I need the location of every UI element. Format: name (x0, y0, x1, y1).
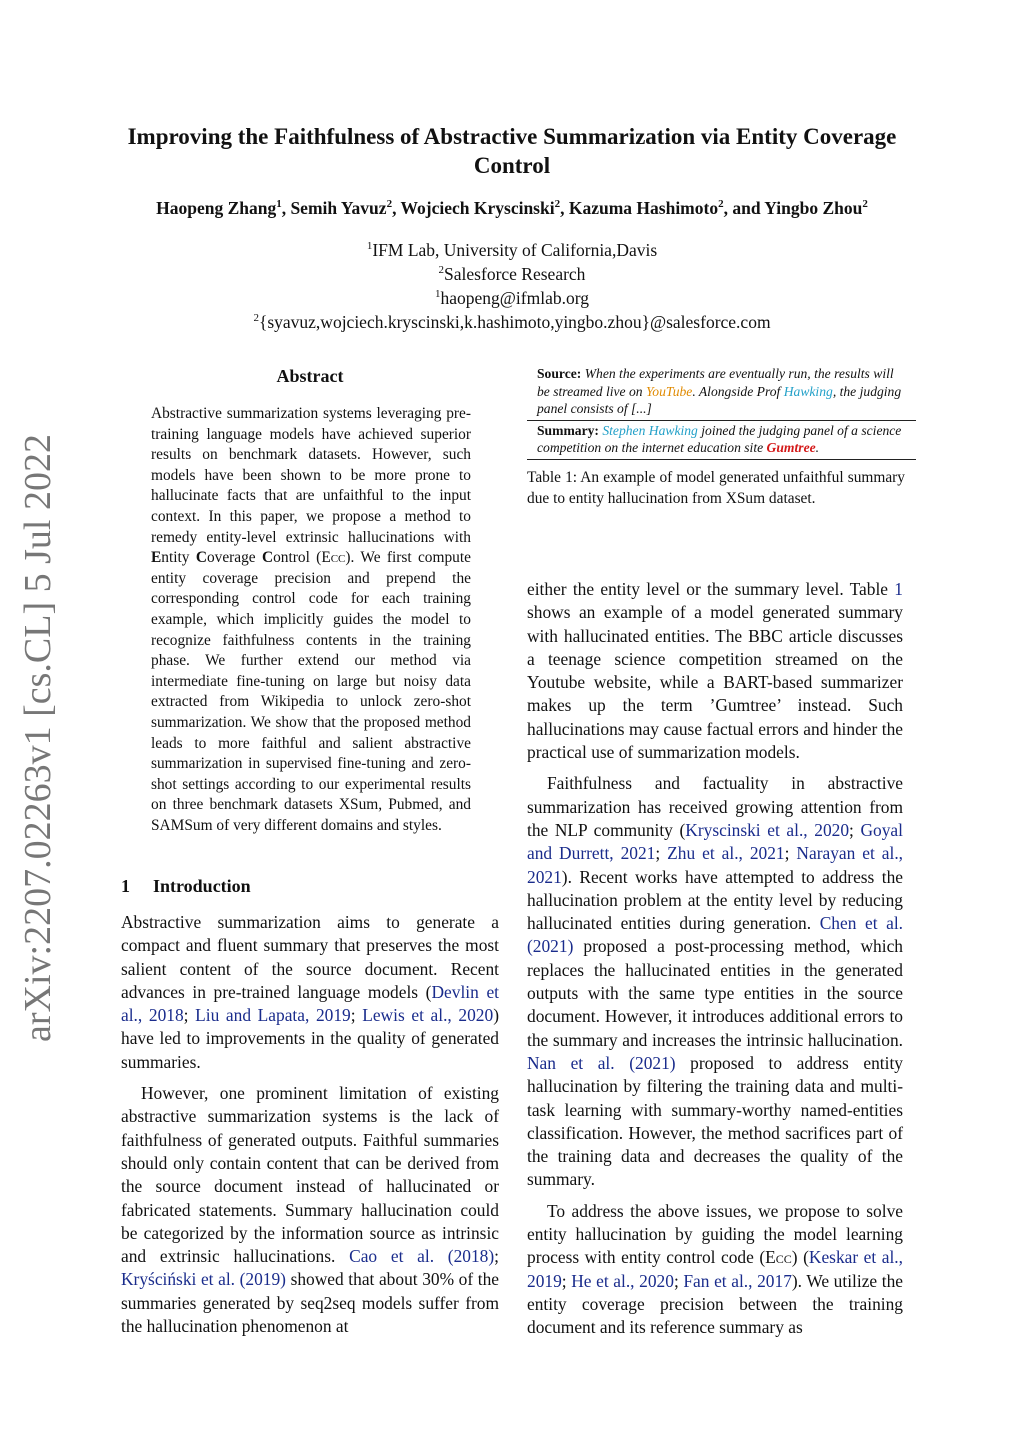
section-title: Introduction (153, 876, 251, 896)
arxiv-identifier: arXiv:2207.02263v1 [cs.CL] 5 Jul 2022 (17, 434, 59, 1042)
table-1 (527, 364, 916, 460)
author-name: Semih Yavuz (290, 198, 387, 218)
author-mark: 2 (718, 198, 724, 210)
citation-link[interactable]: Kryscinski et al., 2020 (685, 819, 850, 840)
table-ref-link[interactable]: 1 (894, 579, 903, 599)
paper-title: Improving the Faithfulness of Abstractive Summarization via Entity Coverage Control (127, 124, 897, 178)
email-line: $^1$haopeng@ifmlab.org (435, 288, 589, 308)
citation-link[interactable]: Nan et al. (2021) (527, 1052, 676, 1073)
affiliations (110, 238, 914, 334)
entity-youtube: YouTube (645, 383, 693, 399)
entity-stephen-hawking: Stephen Hawking (602, 422, 698, 438)
abstract-heading: Abstract (276, 366, 344, 386)
citation-link[interactable]: He et al., 2020 (571, 1270, 674, 1291)
abstract-text: Abstractive summarization systems leveraging pre-training language models have achieved superior results on benchmark datasets. However, such models have been shown to be more prone to hallucinate facts that are unfaithful to the input context. In this paper, we propose a method to remedy entity-level extrinsic hallucinations with Entity Coverage Control (Ecc). We first compute entity coverage precision and prepend the corresponding control code for each training example, which implicitly guides the model to recognize faithfulness contents in the training phase. We further extend our method via intermediate fine-tuning on large but noisy data extracted from Wikipedia to unlock zero-shot summarization. We show that the proposed method leads to more faithful and salient abstractive summarization in supervised fine-tuning and zero-shot settings according to our experimental results on three benchmark datasets XSum, Pubmed, and SAMSum of very different domains and styles. (151, 405, 471, 834)
section-number: 1 (121, 876, 130, 896)
citation-link[interactable]: Lewis et al., 2020 (362, 1005, 494, 1026)
entity-hawking: Hawking (783, 383, 833, 399)
affiliation-line: $^1$IFM Lab, University of California,Davis (366, 240, 658, 260)
author-mark: 2 (386, 198, 393, 210)
citation-link[interactable]: Cao et al. (2018) (349, 1246, 495, 1267)
author-mark: 2 (554, 198, 561, 210)
email-line: $^2${syavuz,wojciech.kryscinski,k.hashimoto,yingbo.zhou}@salesforce.com (253, 312, 771, 332)
author-name: Haopeng Zhang (156, 198, 277, 218)
paragraph: However, one prominent limitation of existing abstractive summarization systems is the lack of faithfulness of generated outputs. Faithful summaries should only contain content that can be derived from the source document instead of hallucinated or fabricated statements. Summary hallucination could be categorized by the information source as intrinsic and extrinsic hallucinations. Cao et al. (2018); Kryściński et al. (2019) showed that about 30% of the summaries generated by seq2seq models suffer from the hallucination phenomenon at (121, 1083, 499, 1337)
table-row-summary: Summary: Stephen Hawking joined the judging panel of a science competition on the internet education site Gumtree. (527, 421, 916, 460)
citation-link[interactable]: Zhu et al., 2021 (667, 843, 785, 864)
paragraph: To address the above issues, we propose to solve entity hallucination by guiding the model learning process with entity control code (Ecc) (Keskar et al., 2019; He et al., 2020; Fan et al., 2017). We utilize the entity coverage precision between the training document and its reference summary as (527, 1200, 903, 1338)
author-mark: 1 (276, 198, 282, 210)
citation-link[interactable]: Keskar et al., 2019 (527, 1247, 903, 1291)
author-list: Haopeng Zhang$^1$, Semih Yavuz$^2$, Wojciech Kryscinski$^2$, Kazuma Hashimoto$^2$, and Yingbo Zhou$^2$ (156, 198, 868, 218)
citation-link[interactable]: Kryściński et al. (2019) (121, 1269, 286, 1290)
citation-link[interactable]: Devlin et al., 2018 (121, 981, 499, 1026)
paragraph: Abstractive summarization aims to generate a compact and fluent summary that preserves the most salient content of the source document. Recent advances in pre-trained language models (Devlin et al., 2018; Liu and Lapata, 2019; Lewis et al., 2020) have led to improvements in the quality of generated summaries. (121, 912, 499, 1072)
citation-link[interactable]: Fan et al., 2017 (683, 1270, 792, 1291)
table-row-source: Source: When the experiments are eventually run, the results will be streamed live on YouTube. Alongside Prof Hawking, the judging panel consists of [...] (527, 364, 916, 421)
entity-gumtree: Gumtree (766, 440, 816, 456)
author-name: Wojciech Kryscinski (400, 198, 555, 218)
author-mark: 2 (862, 198, 868, 210)
paragraph: either the entity level or the summary level. Table 1 shows an example of a model generated summary with hallucinated entities. The BBC article discusses a teenage science competition streamed on the Youtube website, while a BART-based summarizer makes up the term ’Gumtree’ instead. Such hallucinations may cause factual errors and hinder the practical use of summarization models. (527, 579, 903, 763)
author-name: Kazuma Hashimoto (568, 198, 719, 218)
citation-link[interactable]: Chen et al. (2021) (527, 913, 904, 957)
citation-link[interactable]: Narayan et al., 2021 (527, 843, 904, 887)
author-name: Yingbo Zhou (764, 198, 863, 218)
right-column-body (527, 578, 903, 1340)
section-heading-introduction (121, 876, 251, 897)
left-column-body (121, 911, 499, 1338)
citation-link[interactable]: Goyal and Durrett, 2021 (527, 819, 903, 864)
affiliation-line: $^2$Salesforce Research (438, 264, 586, 284)
table-caption: Table 1: An example of model generated unfaithful summary due to entity hallucination from XSum dataset. (527, 469, 905, 507)
citation-link[interactable]: Liu and Lapata, 2019 (195, 1005, 351, 1026)
paragraph: Faithfulness and factuality in abstractive summarization has received growing attention from the NLP community (Kryscinski et al., 2020; Goyal and Durrett, 2021; Zhu et al., 2021; Narayan et al., 2021). Recent works have attempted to address the hallucination problem at the entity level by reducing hallucinated entities during generation. Chen et al. (2021) proposed a post-processing method, which replaces the hallucinated entities in the generated outputs with the same type entities in the source document. However, it introduces additional errors to the summary and increases the intrinsic hallucination. Nan et al. (2021) proposed to address entity hallucination by filtering the training data and multi-task learning with summary-worthy named-entities classification. However, the method sacrifices part of the training data and decreases the quality of the summary. (527, 773, 904, 1190)
